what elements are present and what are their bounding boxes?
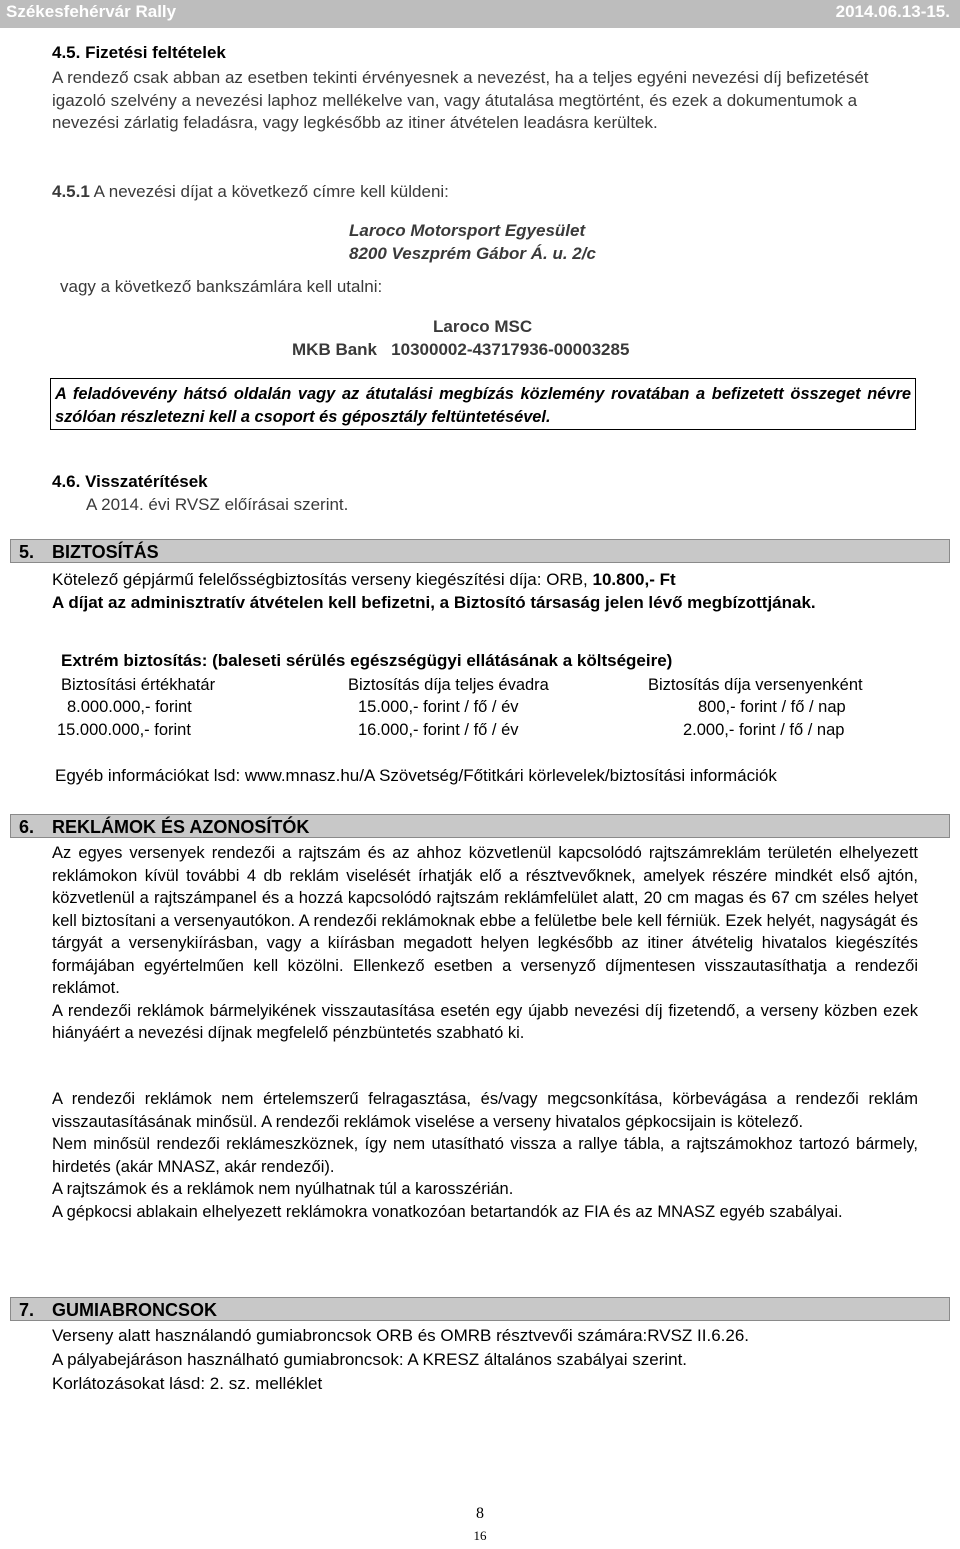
section-4-5-heading: 4.5. Fizetési feltételek: [52, 43, 226, 62]
table-header-event: Biztosítás díja versenyenként: [648, 676, 863, 694]
section-6-paragraphs-2: [52, 1088, 918, 1223]
section-4-6-heading: 4.6. Visszatérítések: [52, 472, 208, 491]
section-4-6-body: A 2014. évi RVSZ előírásai szerint.: [86, 495, 349, 514]
section-5-title: BIZTOSÍTÁS: [52, 542, 159, 562]
section-4-5-1-number: 4.5.: [52, 182, 81, 201]
insurance-line-1-text: Kötelező gépjármű felelősségbiztosítás verseny kiegészítési díja: ORB,: [52, 570, 593, 589]
table-row-1-event: 800,- forint / fő / nap: [698, 698, 846, 716]
insurance-line-2: A díjat az adminisztratív átvételen kell befizetni, a Biztosító társaság jelen lévő megbízottjának.: [52, 593, 816, 612]
section-6-title: REKLÁMOK ÉS AZONOSÍTÓK: [52, 817, 310, 837]
ads-paragraph-5: A rajtszámok és a reklámok nem nyúlhatnak túl a karosszérián.: [52, 1180, 514, 1198]
table-row-2-event: 2.000,- forint / fő / nap: [683, 721, 845, 739]
ads-paragraph-3: A rendezői reklámok nem értelemszerű felragasztása, és/vagy megcsonkítása, körbevágása a rendezői reklám visszautasításának minősül. A rendezői reklámok viselése a verseny hivatalos gépkocsijain is kötelező.: [52, 1090, 918, 1131]
page-number-local: 8: [476, 1505, 484, 1522]
ads-paragraph-6: A gépkocsi ablakain elhelyezett reklámokra vonatkozóan betartandók az FIA és az MNASZ egyéb szabályai.: [52, 1202, 843, 1221]
insurance-other-info: Egyéb információkat lsd: www.mnasz.hu/A Szövetség/Főtitkári körlevelek/biztosítási információk: [55, 766, 777, 785]
insurance-line-1: [52, 569, 676, 592]
section-6-bar: [10, 814, 950, 838]
section-5-bar: [10, 539, 950, 563]
ads-paragraph-1: Az egyes versenyek rendezői a rajtszám és az ahhoz közvetlenül kapcsolódó rajtszámreklám területén elhelyezett reklámokon kívül további 4 db reklám viselését írhatják elő a résztvevőknek, amelyek részére mindkét első ajtón, közvetlenül a rajtszámpanel és a hozzá kapcsolódó rajtszám reklámfelület alatt, 20 cm magas és 67 cm széles helyet kell biztosítani a versenyautókon. A rendezői reklámoknak ebbe a felületbe bele kell férniük. Ezek helyét, nagyságát és tárgyát a versenykiírásban, vagy a kiírásban megadott helyen legkésőbb az itiner átvételig hivatalos kiegészítés formájában egyértelműen kell közölni. Ellenkező esetben a versenyző díjmentesen visszautasíthatja a rendezői reklámot.: [52, 844, 918, 997]
account-line: MKB Bank 10300002-43717936-00003285: [292, 340, 630, 359]
organizer-address: 8200 Veszprém Gábor Á. u. 2/c: [349, 244, 596, 263]
tyres-line-3: Korlátozásokat lásd: 2. sz. melléklet: [52, 1374, 323, 1393]
table-header-season: Biztosítás díja teljes évadra: [348, 676, 549, 694]
payment-note: A feladóvevény hátsó oldalán vagy az átutalási megbízás közlemény rovatában a befizetett összeget névre szólóan részletezni kell a csoport és géposztály feltüntetésével.: [55, 385, 911, 426]
extreme-insurance-heading: Extrém biztosítás: (baleseti sérülés egészségügyi ellátásának a költségeire): [61, 651, 673, 670]
section-4-5-1-line: [52, 181, 449, 204]
section-6-paragraphs-1: [52, 842, 918, 1045]
ads-paragraph-4: Nem minősül rendezői reklámeszköznek, így nem utasítható vissza a rallye tábla, a rajtszámokhoz tartozó bármely, hirdetés (akár MNASZ, akár rendezői).: [52, 1135, 918, 1176]
bank-intro: vagy a következő bankszámlára kell utalni:: [60, 277, 383, 296]
table-row-2-season: 16.000,- forint / fő / év: [358, 721, 519, 739]
page-header: [0, 0, 960, 28]
section-4-5-1-number-suffix: 1: [80, 182, 90, 201]
table-row-2-limit: 15.000.000,- forint: [57, 721, 191, 739]
section-4-5-body: A rendező csak abban az esetben tekinti érvényesnek a nevezést, ha a teljes egyéni nevezési díj befizetését igazoló szelvény a nevezési laphoz mellékelve van, vagy átutalása megtörtént, és ezek a dokumentumok a nevezési zárlatig feladásra, vagy legkésőbb az itiner átvételen leadásra kerültek.: [52, 68, 869, 133]
organizer-name: Laroco Motorsport Egyesület: [349, 221, 586, 240]
section-6-number: 6.: [19, 817, 35, 837]
payment-note-box: [50, 378, 916, 430]
table-row-1-season: 15.000,- forint / fő / év: [358, 698, 519, 716]
tyres-line-2: A pályabejáráson használható gumiabroncsok: A KRESZ általános szabályai szerint.: [52, 1350, 688, 1369]
account-name: Laroco MSC: [433, 317, 533, 336]
tyres-line-1: Verseny alatt használandó gumiabroncsok ORB és OMRB résztvevői számára:RVSZ II.6.26.: [52, 1326, 749, 1345]
ads-paragraph-2: A rendezői reklámok bármelyikének visszautasítása esetén egy újabb nevezési díj fizetendő, a verseny közben ezek hiányáért a nevezési díjnak megfelelő pénzbüntetés szabható ki.: [52, 1001, 918, 1042]
section-5-number: 5.: [19, 542, 35, 562]
page-number-total: 16: [473, 1528, 487, 1543]
table-header-limit: Biztosítási értékhatár: [61, 676, 216, 694]
rally-date: 2014.06.13-15.: [835, 2, 950, 21]
table-row-1-limit: 8.000.000,- forint: [67, 698, 192, 716]
rally-title: Székesfehérvár Rally: [6, 2, 177, 21]
section-7-number: 7.: [19, 1300, 35, 1320]
section-7-bar: [10, 1297, 950, 1321]
insurance-fee: 10.800,- Ft: [592, 570, 676, 589]
section-7-title: GUMIABRONCSOK: [52, 1300, 217, 1320]
section-4-5-1-text: A nevezési díjat a következő címre kell küldeni:: [89, 182, 449, 201]
